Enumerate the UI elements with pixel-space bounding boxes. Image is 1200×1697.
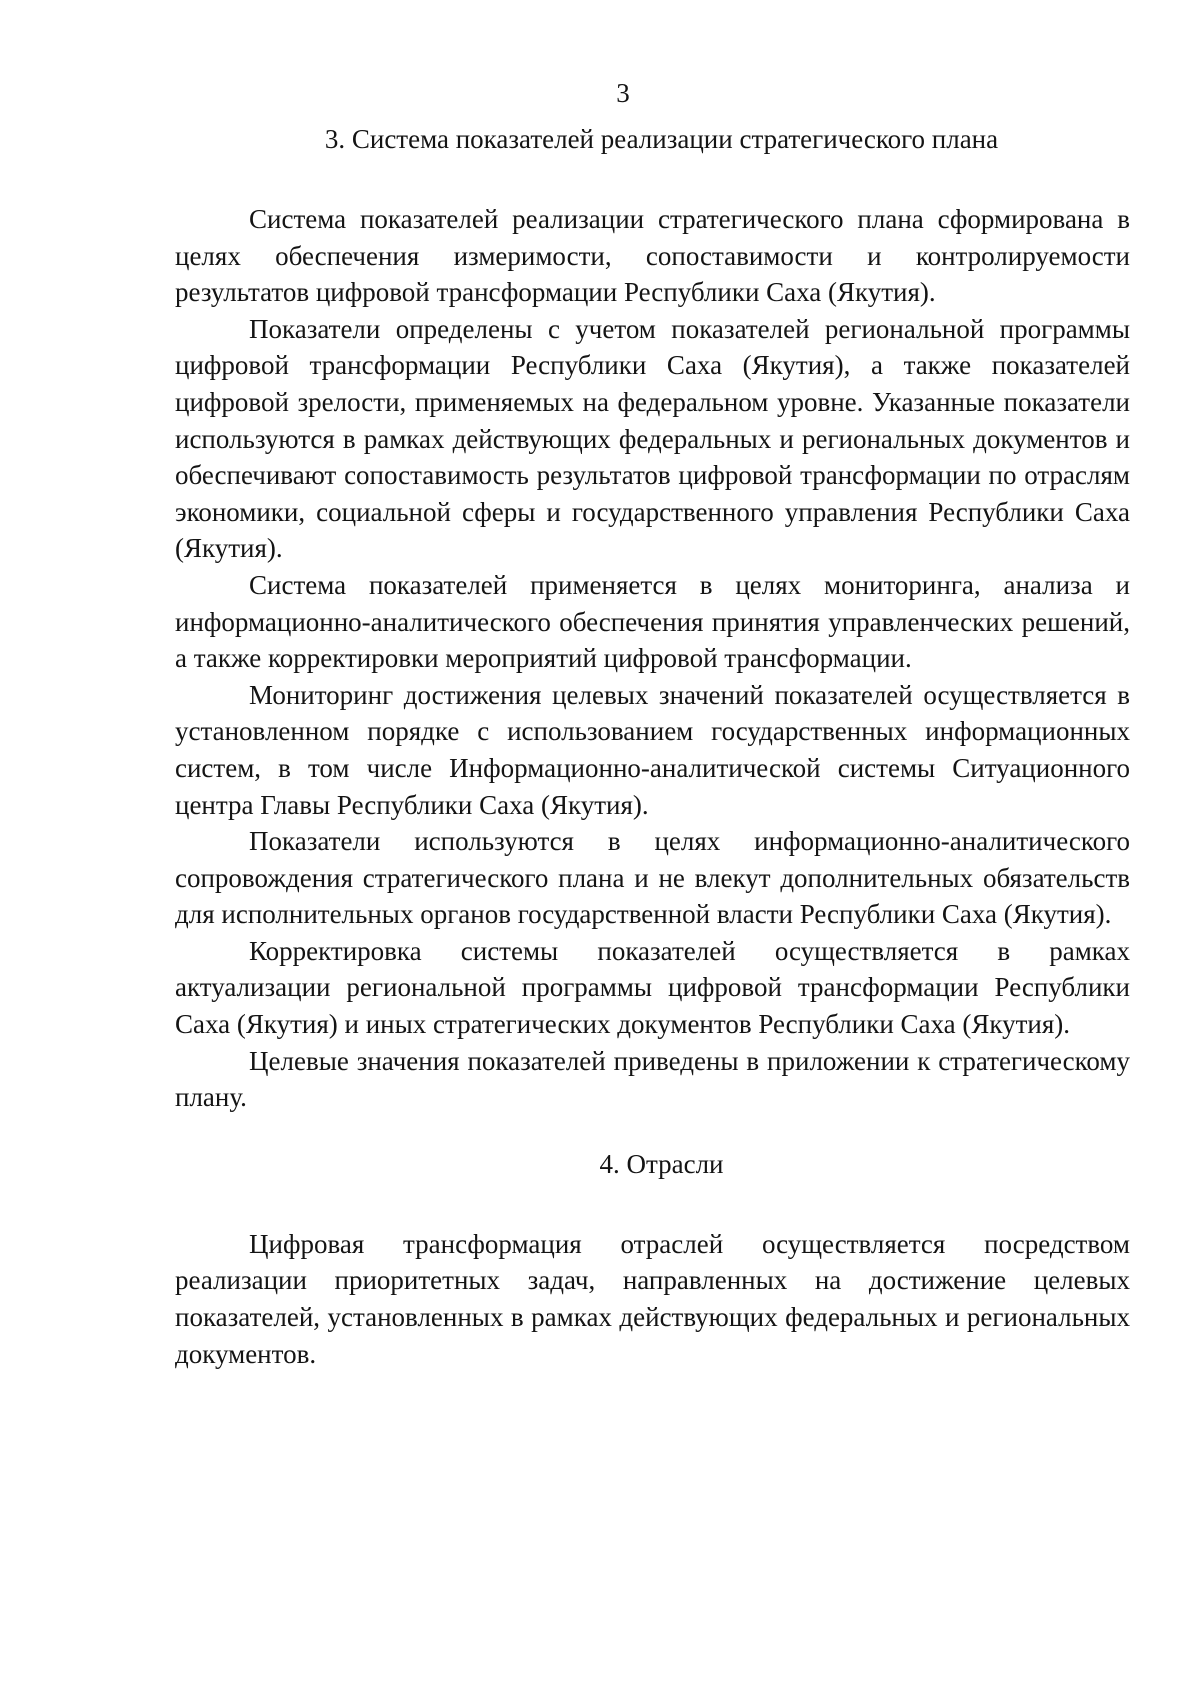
page-number: 3 [616, 78, 630, 108]
section-3-paragraph-6: Корректировка системы показателей осуществляется в рамках актуализации региональной программы цифровой трансформации Республики Саха (Якутия) и иных стратегических документов Республики Саха (Якутия). [175, 935, 1130, 1040]
document-body [175, 121, 1130, 1372]
section-3-heading: 3. Система показателей реализации стратегического плана [324, 124, 999, 154]
section-4-heading: 4. Отрасли [599, 1148, 724, 1179]
section-4-paragraph-1: Цифровая трансформация отраслей осуществляется посредством реализации приоритетных задач, направленных на достижение целевых показателей, установленных в рамках действующих федеральных и региональных документов. [175, 1228, 1130, 1369]
section-3-paragraph-3: Система показателей применяется в целях мониторинга, анализа и информационно-аналитического обеспечения принятия управленческих решений, а также корректировки мероприятий цифровой трансформации. [175, 569, 1130, 674]
section-3-paragraph-7: Целевые значения показателей приведены в приложении к стратегическому плану. [175, 1045, 1130, 1113]
section-3-paragraph-4: Мониторинг достижения целевых значений показателей осуществляется в установленном порядке с использованием государственных информационных систем, в том числе Информационно-аналитической системы Ситуационного центра Главы Республики Саха (Якутия). [175, 679, 1130, 820]
section-3-paragraph-1: Система показателей реализации стратегического плана сформирована в целях обеспечения измеримости, сопоставимости и контролируемости результатов цифровой трансформации Республики Саха (Якутия). [175, 204, 1130, 308]
section-3-paragraph-2: Показатели определены с учетом показателей региональной программы цифровой трансформации Республики Саха (Якутия), а также показателей цифровой зрелости, применяемых на федеральном уровне. Указанные показатели используются в рамках действующих федеральных и региональных документов и обеспечивают сопоставимость результатов цифровой трансформации по отраслям экономики, социальной сферы и государственного управления Республики Саха (Якутия). [175, 313, 1130, 564]
section-3-paragraph-5: Показатели используются в целях информационно-аналитического сопровождения стратегического плана и не влекут дополнительных обязательств для исполнительных органов государственной власти Республики Саха (Якутия). [175, 826, 1130, 930]
